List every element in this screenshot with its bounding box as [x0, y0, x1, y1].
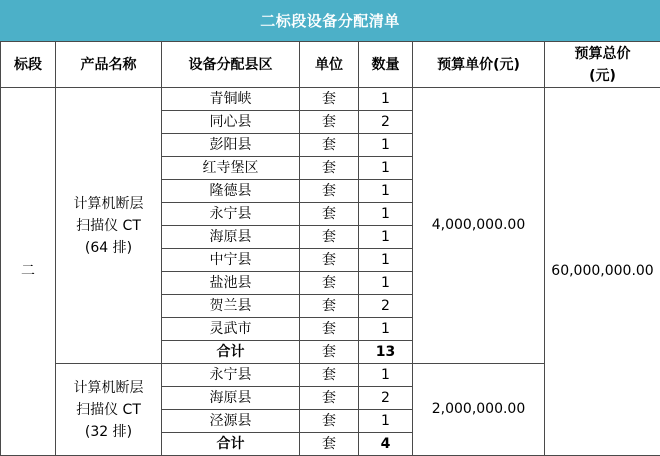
unit-cell: 套	[300, 88, 359, 111]
header-county: 设备分配县区	[162, 42, 300, 88]
quantity-cell: 1	[359, 318, 413, 341]
product-name-line: 计算机断层	[56, 377, 161, 399]
header-total-price-line: 预算总价	[545, 43, 660, 65]
county-cell: 盐池县	[162, 272, 300, 295]
product-name-line: 计算机断层	[56, 193, 161, 215]
table-title: 二标段设备分配清单	[0, 0, 660, 41]
allocation-table	[0, 41, 660, 456]
county-cell: 贺兰县	[162, 295, 300, 318]
county-cell: 永宁县	[162, 364, 300, 387]
county-cell: 永宁县	[162, 203, 300, 226]
quantity-cell: 1	[359, 203, 413, 226]
unit-cell: 套	[300, 318, 359, 341]
product-name-line: 扫描仪 CT	[56, 215, 161, 237]
unit-cell: 套	[300, 295, 359, 318]
county-cell: 彭阳县	[162, 134, 300, 157]
header-product: 产品名称	[56, 42, 162, 88]
header-total-price-unit: (元)	[545, 65, 660, 87]
unit-cell: 套	[300, 203, 359, 226]
quantity-cell: 1	[359, 249, 413, 272]
unit-cell: 套	[300, 341, 359, 364]
subtotal-quantity-cell: 13	[359, 341, 413, 364]
county-cell: 隆德县	[162, 180, 300, 203]
quantity-cell: 2	[359, 387, 413, 410]
header-total-price	[545, 42, 660, 88]
product-name-line: 扫描仪 CT	[56, 399, 161, 421]
unit-price-cell: 2,000,000.00	[413, 364, 545, 456]
unit-cell: 套	[300, 180, 359, 203]
unit-cell: 套	[300, 410, 359, 433]
quantity-cell: 1	[359, 272, 413, 295]
unit-cell: 套	[300, 272, 359, 295]
unit-cell: 套	[300, 111, 359, 134]
unit-price-cell: 4,000,000.00	[413, 88, 545, 364]
header-row	[1, 42, 660, 88]
county-cell: 海原县	[162, 226, 300, 249]
unit-cell: 套	[300, 134, 359, 157]
product-name-cell	[56, 88, 162, 364]
unit-cell: 套	[300, 157, 359, 180]
subtotal-label-cell: 合计	[162, 433, 300, 456]
unit-cell: 套	[300, 364, 359, 387]
header-unit-price: 预算单价(元)	[413, 42, 545, 88]
product-name-line: (32 排)	[56, 421, 161, 443]
county-cell: 中宁县	[162, 249, 300, 272]
subtotal-quantity-cell: 4	[359, 433, 413, 456]
header-unit: 单位	[300, 42, 359, 88]
quantity-cell: 2	[359, 111, 413, 134]
product-name-cell	[56, 364, 162, 456]
quantity-cell: 1	[359, 180, 413, 203]
county-cell: 灵武市	[162, 318, 300, 341]
product-name-line: (64 排)	[56, 237, 161, 259]
quantity-cell: 1	[359, 364, 413, 387]
quantity-cell: 1	[359, 88, 413, 111]
unit-cell: 套	[300, 433, 359, 456]
county-cell: 海原县	[162, 387, 300, 410]
total-price-cell: 60,000,000.00	[545, 88, 660, 456]
table-body	[1, 88, 660, 456]
county-cell: 泾源县	[162, 410, 300, 433]
header-section: 标段	[1, 42, 56, 88]
quantity-cell: 1	[359, 134, 413, 157]
county-cell: 同心县	[162, 111, 300, 134]
quantity-cell: 1	[359, 226, 413, 249]
unit-cell: 套	[300, 387, 359, 410]
quantity-cell: 1	[359, 157, 413, 180]
unit-cell: 套	[300, 249, 359, 272]
quantity-cell: 1	[359, 410, 413, 433]
quantity-cell: 2	[359, 295, 413, 318]
table-row	[1, 88, 660, 111]
unit-cell: 套	[300, 226, 359, 249]
subtotal-label-cell: 合计	[162, 341, 300, 364]
county-cell: 青铜峡	[162, 88, 300, 111]
county-cell: 红寺堡区	[162, 157, 300, 180]
header-quantity: 数量	[359, 42, 413, 88]
section-cell: 二	[1, 88, 56, 456]
